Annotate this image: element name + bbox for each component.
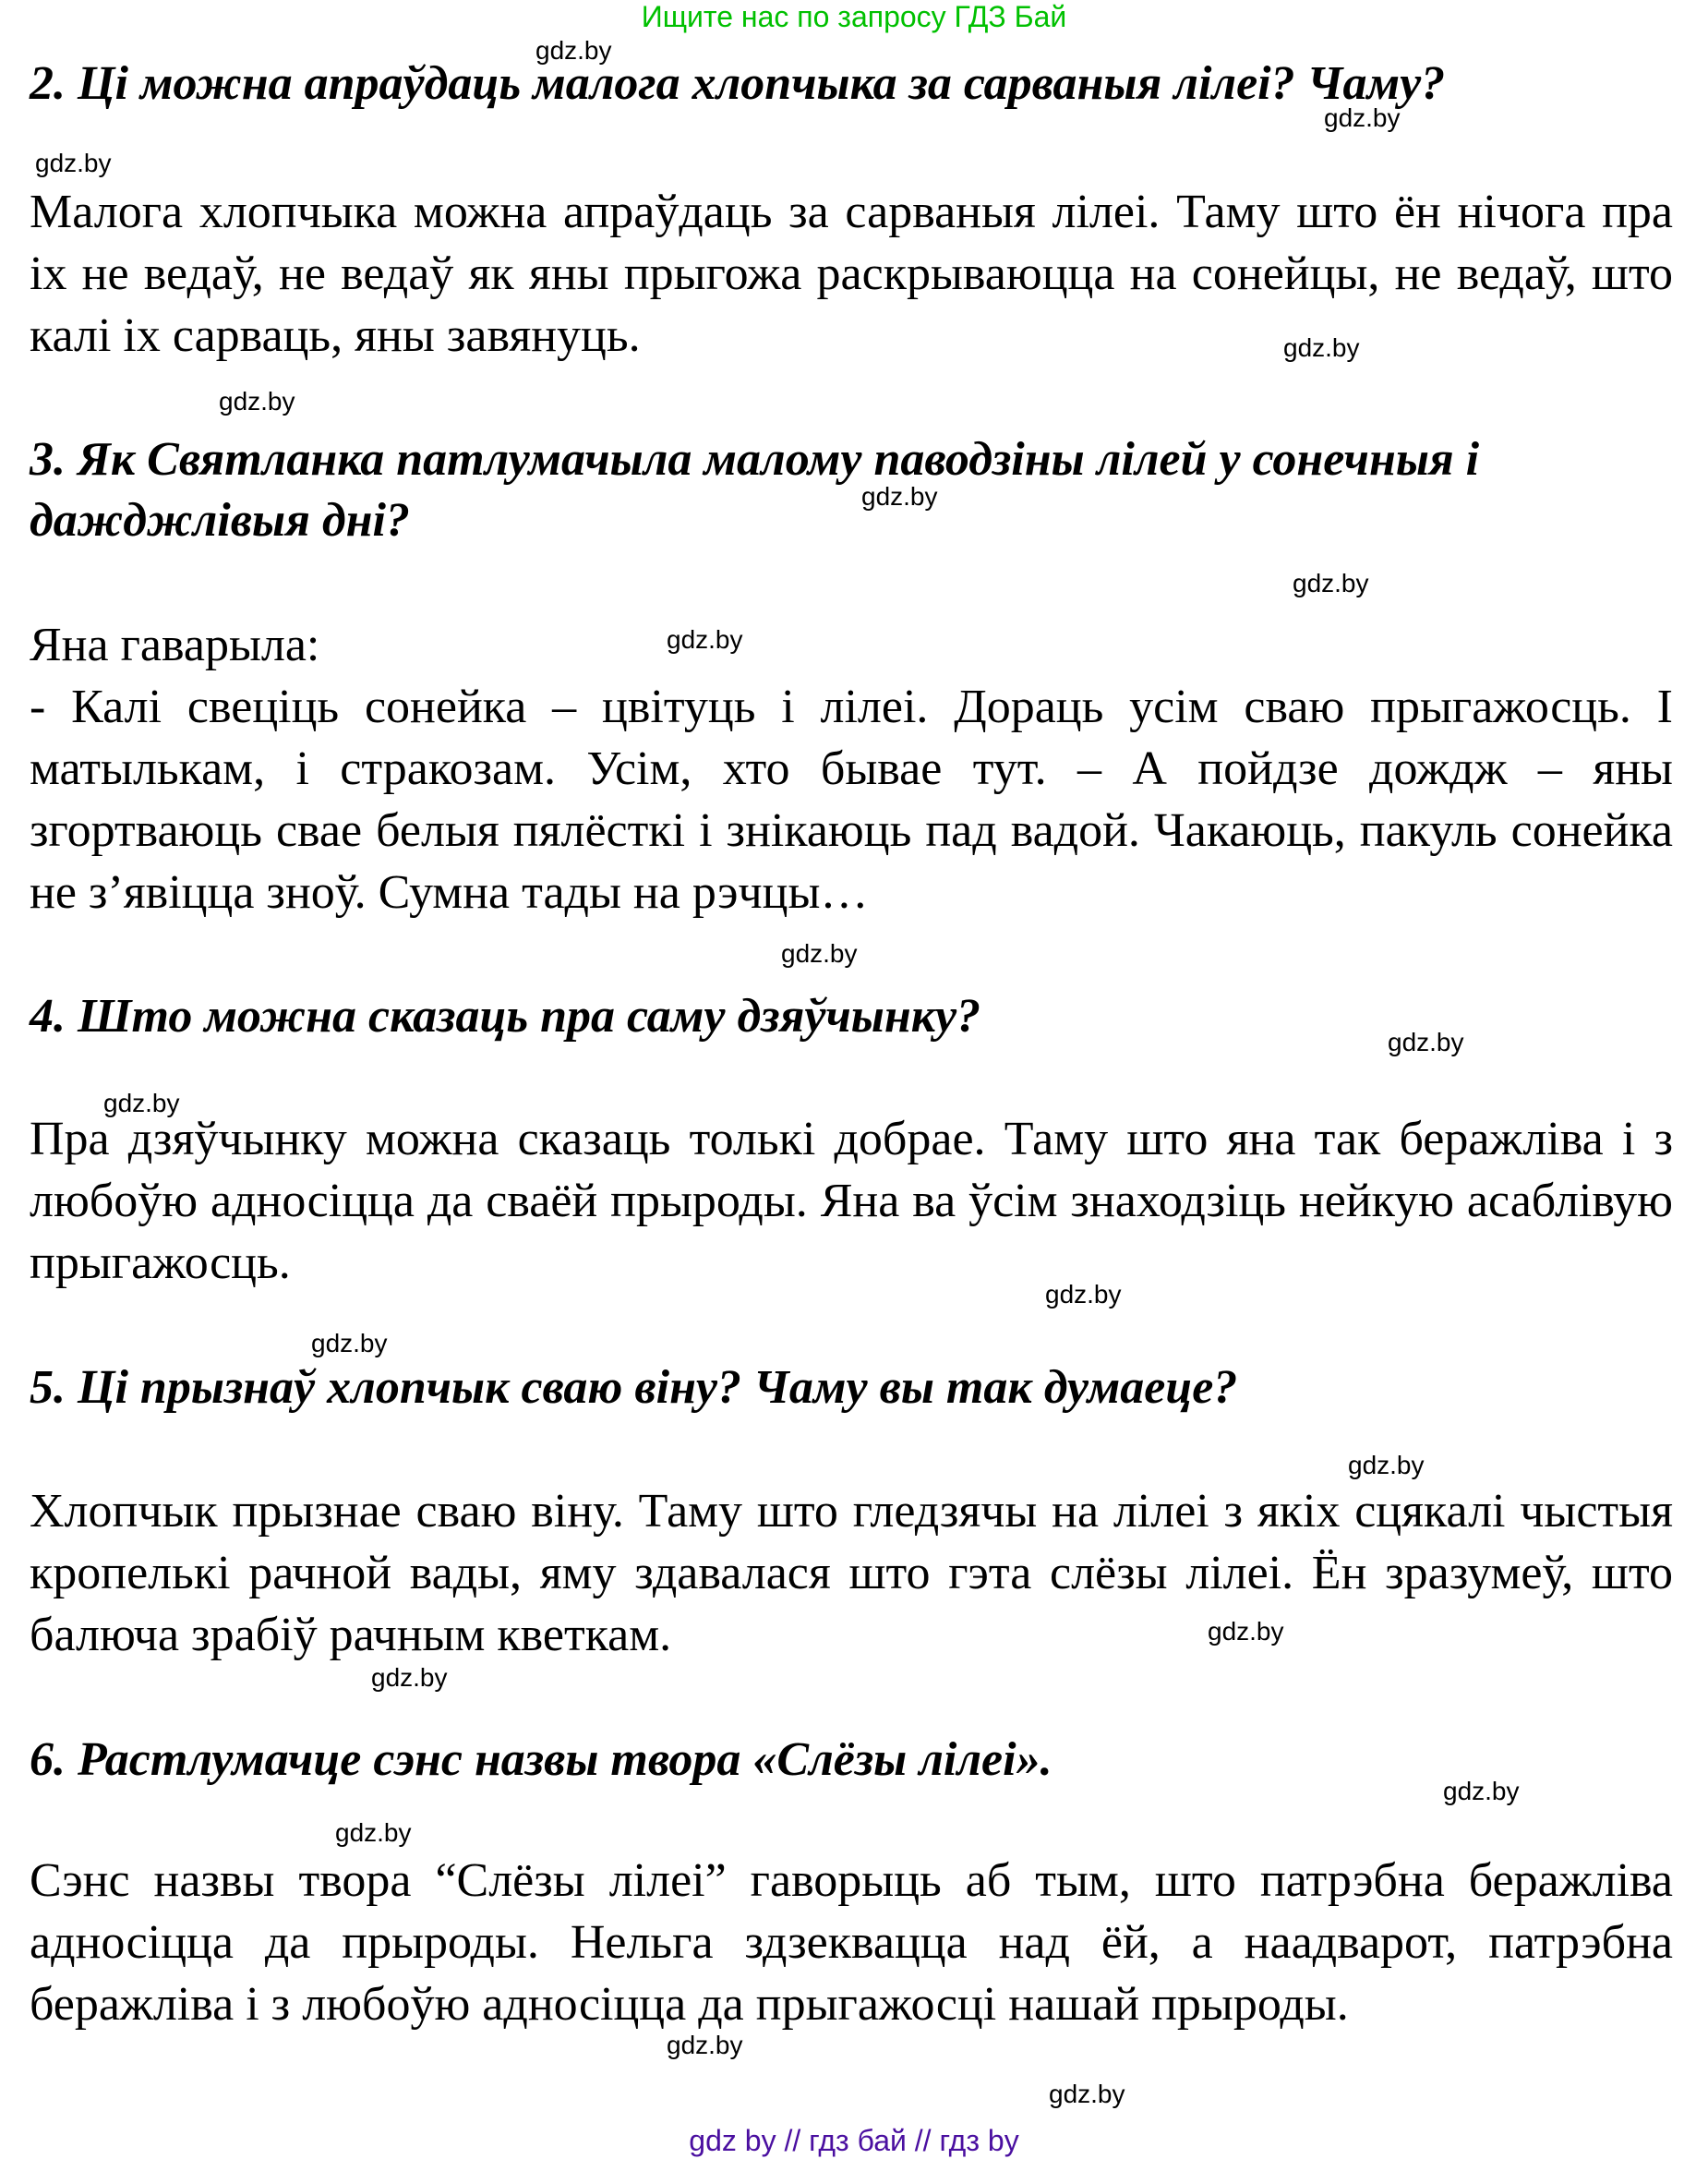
watermark: gdz.by xyxy=(1324,103,1401,132)
watermark: gdz.by xyxy=(35,149,112,177)
watermark: gdz.by xyxy=(1049,2080,1125,2108)
answer-6 xyxy=(30,1850,1673,2035)
answer-3-quote: - Калі свеціць сонейка – цвітуць і лілеі. Дораць усім сваю прыгажосць. І матылькам, і стракозам. Усім, хто бывае тут. – А пойдзе дождж – яны згортваюць свае белыя пялёсткі і знікаюць пад вадой. Чакаюць, пакуль сонейка не з’явіцца зноў. Сумна тады на рэчцы… xyxy=(30,681,1673,919)
watermark: gdz.by xyxy=(535,36,612,65)
watermark: gdz.by xyxy=(1293,569,1369,597)
watermark: gdz.by xyxy=(371,1663,448,1692)
answer-2-paragraph: Малога хлопчыка можна апраўдаць за сарваныя лілеі. Таму што ён нічога пра іх не ведаў, не ведаў як яны прыгожа раскрываюцца на сонейцы, не ведаў, што калі іх сарваць, яны завянуць. xyxy=(30,186,1673,362)
answer-4-paragraph: Пра дзяўчынку можна сказаць толькі добрае. Таму што яна так беражліва і з любоўю адносіцца да сваёй прыроды. Яна ва ўсім знаходзіць нейкую асаблівую прыгажосць. xyxy=(30,1113,1673,1289)
answer-2 xyxy=(30,181,1673,367)
watermark: gdz.by xyxy=(219,387,295,416)
answer-5-paragraph: Хлопчык прызнае сваю віну. Таму што гледзячы на лілеі з якіх сцякалі чыстыя кропелькі рачной вады, яму здавалася што гэта слёзы лілеі. Ён зразумеў, што балюча зрабіў рачным кветкам. xyxy=(30,1485,1673,1661)
watermark: gdz.by xyxy=(335,1818,412,1847)
watermark: gdz.by xyxy=(103,1089,180,1117)
search-banner[interactable]: Ищите нас по запросу ГДЗ Бай xyxy=(641,0,1067,33)
answer-4 xyxy=(30,1108,1673,1294)
answer-6-paragraph: Сэнс назвы твора “Слёзы лілеі” гаворыць аб тым, што патрэбна беражліва адносіцца да прыроды. Нельга здзеквацца над ёй, а наадварот, патрэбна беражліва і з любоўю адносіцца да прыгажосці нашай прыроды. xyxy=(30,1854,1673,2031)
watermark: gdz.by xyxy=(1283,333,1360,362)
watermark: gdz.by xyxy=(1388,1028,1464,1056)
answer-3 xyxy=(30,614,1673,923)
watermark: gdz.by xyxy=(667,2031,743,2059)
answer-3-intro: Яна гаварыла: xyxy=(30,619,320,671)
watermark: gdz.by xyxy=(311,1329,388,1357)
question-6-title: 6. Растлумачце сэнс назвы твора «Слёзы лілеі». xyxy=(30,1733,1052,1786)
watermark: gdz.by xyxy=(667,625,743,654)
footer-links[interactable]: gdz by // гдз бай // гдз by xyxy=(689,2124,1019,2157)
watermark: gdz.by xyxy=(1208,1617,1284,1646)
watermark: gdz.by xyxy=(1045,1280,1122,1309)
question-3-title: 3. Як Святланка патлумачыла маломy паводзіны лілей у сонечныя і дажджлівыя дні? xyxy=(30,433,1480,547)
watermark: gdz.by xyxy=(861,482,938,511)
question-5-title: 5. Ці прызнаў хлопчык сваю віну? Чаму вы так думаеце? xyxy=(30,1361,1238,1414)
question-2-title: 2. Ці можна апраўдаць малога хлопчыка за сарваныя лілеі? Чаму? xyxy=(30,57,1446,110)
watermark: gdz.by xyxy=(781,939,858,968)
watermark: gdz.by xyxy=(1348,1451,1425,1479)
answer-5 xyxy=(30,1480,1673,1666)
watermark: gdz.by xyxy=(1443,1777,1520,1805)
question-4-title: 4. Што можна сказаць пра саму дзяўчынку? xyxy=(30,990,981,1043)
